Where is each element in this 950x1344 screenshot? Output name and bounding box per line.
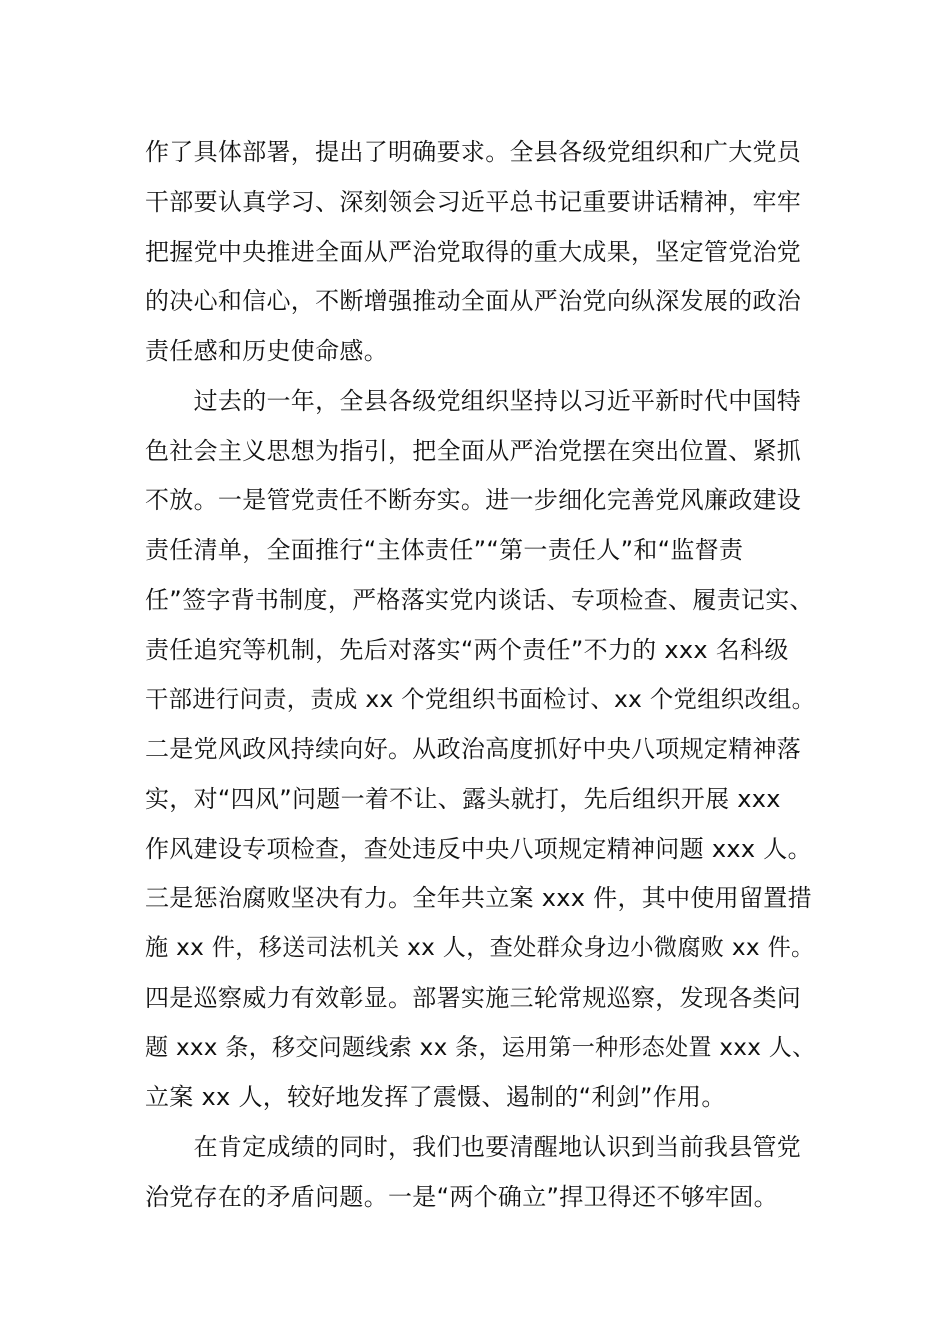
text-line-3: 把握党中央推进全面从严治党取得的重大成果，坚定管党治党 bbox=[145, 238, 802, 266]
text-line-9: 责任清单，全面推行“主体责任”“第一责任人”和“监督责 bbox=[145, 536, 744, 564]
text-line-22: 治党存在的矛盾问题。一是“两个确立”捍卫得还不够牢固。 bbox=[145, 1183, 778, 1211]
text-line-2: 干部要认真学习、深刻领会习近平总书记重要讲话精神，牢牢 bbox=[145, 188, 802, 216]
text-line-4: 的决心和信心，不断增强推动全面从严治党向纵深发展的政治 bbox=[145, 287, 802, 315]
text-line-19: 题 xxx 条，移交问题线索 xx 条，运用第一种形态处置 xxx 人、 bbox=[145, 1035, 816, 1061]
text-line-5: 责任感和历史使命感。 bbox=[145, 337, 388, 365]
text-line-14: 实，对“四风”问题一着不让、露头就打，先后组织开展 xxx bbox=[145, 785, 781, 813]
text-line-20: 立案 xx 人，较好地发挥了震慑、遏制的“利剑”作用。 bbox=[145, 1083, 726, 1111]
text-line-21: 在肯定成绩的同时，我们也要清醒地认识到当前我县管党 bbox=[145, 1133, 802, 1161]
text-line-8: 不放。一是管党责任不断夯实。进一步细化完善党风廉政建设 bbox=[145, 486, 802, 514]
text-line-13: 二是党风政风持续向好。从政治高度抓好中央八项规定精神落 bbox=[145, 735, 802, 763]
text-line-18: 四是巡察威力有效彰显。部署实施三轮常规巡察，发现各类问 bbox=[145, 984, 802, 1012]
text-line-17: 施 xx 件，移送司法机关 xx 人，查处群众身边小微腐败 xx 件。 bbox=[145, 934, 815, 961]
text-line-7: 色社会主义思想为指引，把全面从严治党摆在突出位置、紧抓 bbox=[145, 437, 802, 465]
text-line-12: 干部进行问责，责成 xx 个党组织书面检讨、xx 个党组织改组。 bbox=[145, 685, 816, 713]
text-line-11: 责任追究等机制，先后对落实“两个责任”不力的 xxx 名科级 bbox=[145, 636, 789, 664]
text-line-1: 作了具体部署，提出了明确要求。全县各级党组织和广大党员 bbox=[145, 138, 802, 166]
text-line-10: 任”签字背书制度，严格落实党内谈话、专项检查、履责记实、 bbox=[145, 586, 814, 614]
text-line-6: 过去的一年，全县各级党组织坚持以习近平新时代中国特 bbox=[145, 387, 802, 415]
text-line-15: 作风建设专项检查，查处违反中央八项规定精神问题 xxx 人。 bbox=[145, 835, 812, 863]
text-line-16: 三是惩治腐败坚决有力。全年共立案 xxx 件，其中使用留置措 bbox=[145, 884, 812, 912]
